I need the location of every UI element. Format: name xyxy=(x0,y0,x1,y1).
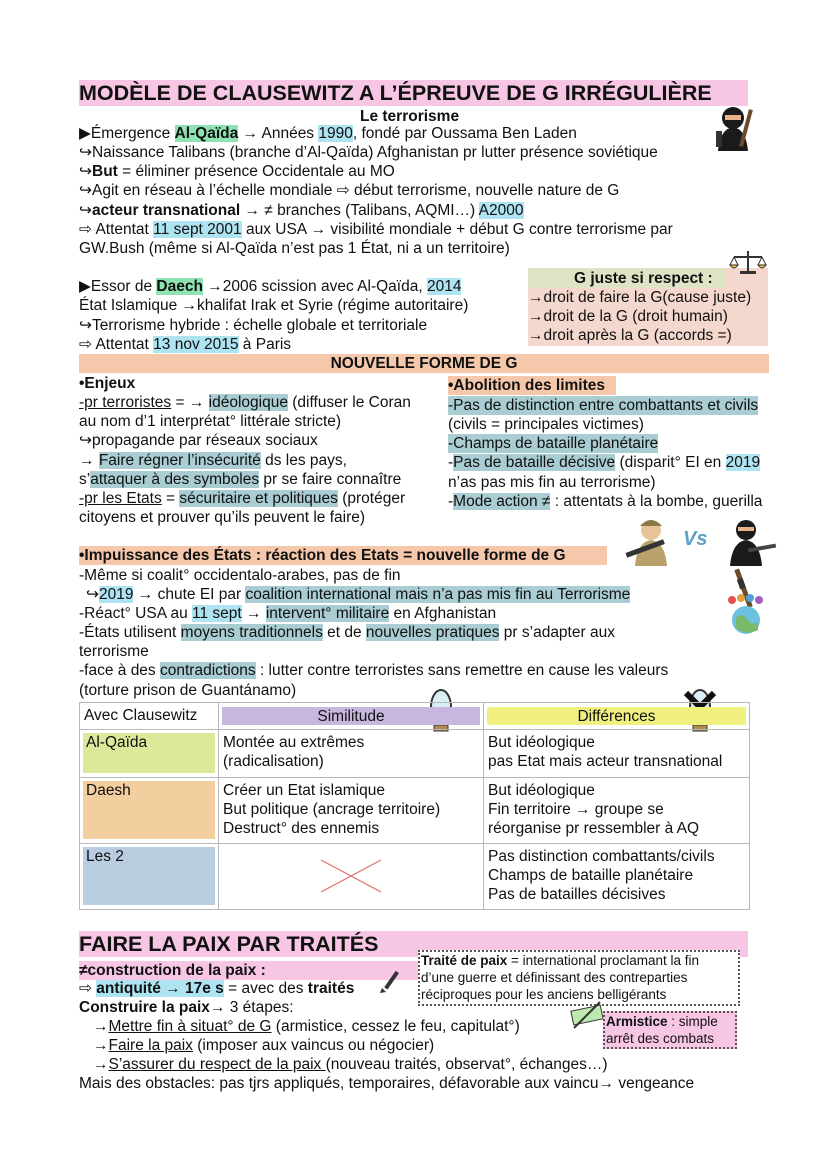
cell-daesh-sim: Créer un Etat islamique But politique (ancrage territoire) Destruct° des ennemis xyxy=(219,778,484,844)
terrorisme-line-5: ↪acteur transnational → ≠ branches (Talibans, AQMI…) A2000 xyxy=(79,202,524,219)
impuissance-line-2: ↪2019 → chute EI par coalition international mais n’a pas mis fin au Terrorisme xyxy=(86,586,631,603)
g-juste-box xyxy=(528,268,768,346)
armistice-line-2: arrêt des combats xyxy=(606,1031,715,1046)
traite-line-2: d’une guerre et définissant des contreparties xyxy=(421,970,688,985)
impuissance-line-7: (torture prison de Guantánamo) xyxy=(79,682,297,699)
daech-highlight: Daech xyxy=(156,278,203,295)
paix-obstacles: Mais des obstacles: pas tjrs appliqués, temporaires, défavorable aux vaincu→ vengeance xyxy=(79,1075,695,1092)
impuissance-line-5: terrorisme xyxy=(79,643,149,660)
traite-definition-box xyxy=(418,950,740,1006)
g-juste-item-2: →droit de la G (droit humain) xyxy=(528,308,728,325)
cell-alqaida-sim: Montée au extrêmes (radicalisation) xyxy=(219,730,484,778)
cell-daesh xyxy=(80,778,219,844)
nouvelle-heading: NOUVELLE FORME DE G xyxy=(79,354,769,373)
comparison-table xyxy=(79,702,750,910)
enjeux-line-2: au nom d’1 interprétat° littérale stricte) xyxy=(79,413,342,430)
daech-line-1: ▶Essor de Daech →2006 scission avec Al-Qaïda, 2014 xyxy=(79,278,462,295)
cell-les2-diff: Pas distinction combattants/civils Champs de bataille planétaire Pas de batailles décisives xyxy=(484,844,750,910)
main-title-text: MODÈLE DE CLAUSEWITZ A L’ÉPREUVE DE G IRRÉGULIÈRE xyxy=(79,81,712,105)
cell-daesh-diff: But idéologique Fin territoire → groupe se réorganise pr ressembler à AQ xyxy=(484,778,750,844)
table-row-les2 xyxy=(80,844,750,910)
enjeux-heading: •Enjeux xyxy=(79,375,136,392)
enjeux-line-1: -pr terroristes = → idéologique (diffuser le Coran xyxy=(79,394,411,411)
scales-icon xyxy=(728,249,768,275)
abolition-line-1: -Pas de distinction entre combattants et civils xyxy=(448,397,759,414)
abolition-line-3: -Champs de bataille planétaire xyxy=(448,435,659,452)
paix-title-text: FAIRE LA PAIX PAR TRAITÉS xyxy=(79,932,379,956)
abolition-line-6: -Mode action ≠ : attentats à la bombe, guerilla xyxy=(448,493,763,510)
abolition-heading: •Abolition des limites xyxy=(448,376,616,395)
table-row-alqaida xyxy=(80,730,750,778)
cell-les2 xyxy=(80,844,219,910)
header-differences: Différences xyxy=(487,707,746,725)
terrorisme-line-2: ↪Naissance Talibans (branche d’Al-Qaïda) Afghanistan pr lutter présence soviétique xyxy=(79,144,658,161)
cell-alqaida-diff: But idéologique pas Etat mais acteur transnational xyxy=(484,730,750,778)
traite-line-3: réciproques pour les anciens belligérants xyxy=(421,987,667,1002)
armistice-line-1: Armistice : simple xyxy=(606,1014,718,1029)
empty-cross-icon xyxy=(319,858,383,894)
impuissance-line-1: -Même si coalit° occidentalo-arabes, pas de fin xyxy=(79,567,401,584)
row-label-alqaida: Al-Qaïda xyxy=(83,733,215,773)
row-label-daesh: Daesh xyxy=(83,781,215,839)
alqaida-highlight: Al-Qaïda xyxy=(174,125,239,142)
enjeux-line-5: s’attaquer à des symboles pr se faire connaître xyxy=(79,471,402,488)
globe-people-icon xyxy=(722,590,770,636)
terrorist-icon-2 xyxy=(718,512,778,568)
cell-les2-sim xyxy=(219,844,484,910)
daech-line-2: État Islamique →khalifat Irak et Syrie (régime autoritaire) xyxy=(79,297,469,314)
paix-line-1: ≠construction de la paix : xyxy=(79,961,419,980)
terrorisme-line-4: ↪Agit en réseau à l’échelle mondiale ⇨ début terrorisme, nouvelle nature de G xyxy=(79,182,620,199)
impuissance-heading: •Impuissance des États : réaction des Etats = nouvelle forme de G xyxy=(79,546,607,565)
paix-line-3: Construire la paix→ 3 étapes: xyxy=(79,999,294,1016)
armistice-box xyxy=(603,1011,737,1049)
traite-line-1: Traité de paix = international proclamant la fin xyxy=(421,953,700,968)
g-juste-title: G juste si respect : xyxy=(574,270,713,287)
impuissance-line-4: -États utilisent moyens traditionnels et de nouvelles pratiques pr s’adapter aux xyxy=(79,624,615,641)
terrorisme-line-1: ▶Émergence Al-Qaïda → Années 1990, fondé par Oussama Ben Laden xyxy=(79,125,577,142)
daech-line-3: ↪Terrorisme hybride : échelle globale et territoriale xyxy=(79,317,428,334)
enjeux-line-4: → Faire régner l’insécurité ds les pays, xyxy=(79,452,347,469)
g-juste-item-1: →droit de faire la G(cause juste) xyxy=(528,289,752,306)
daech-line-4: ⇨ Attentat 13 nov 2015 à Paris xyxy=(79,336,292,353)
armistice-flag-icon xyxy=(570,1000,606,1030)
paix-step-2: →Faire la paix (imposer aux vaincus ou négocier) xyxy=(93,1037,435,1054)
header-similitude-cell xyxy=(219,703,484,730)
paix-step-3: →S’assurer du respect de la paix (nouveau traités, observat°, échanges…) xyxy=(93,1056,608,1073)
row-label-les2: Les 2 xyxy=(83,847,215,905)
terrorisme-line-3: ↪But = éliminer présence Occidentale au MO xyxy=(79,163,395,180)
terrorisme-heading: Le terrorisme xyxy=(360,108,460,125)
header-avec-clausewitz: Avec Clausewitz xyxy=(80,703,219,730)
paix-line-2: ⇨ antiquité → 17e s = avec des traités xyxy=(79,980,355,997)
paix-step-1: →Mettre fin à situat° de G (armistice, cessez le feu, capitulat°) xyxy=(93,1018,520,1035)
g-juste-item-3: →droit après la G (accords =) xyxy=(528,327,732,344)
enjeux-line-3: ↪propagande par réseaux sociaux xyxy=(79,432,318,449)
impuissance-line-6: -face à des contradictions : lutter contre terroristes sans remettre en cause les valeurs xyxy=(79,662,669,679)
abolition-line-4: -Pas de bataille décisive (disparit° EI en 2019 xyxy=(448,454,761,471)
year-1990: 1990 xyxy=(318,125,353,142)
header-similitude: Similitude xyxy=(222,707,480,725)
terrorisme-line-7: GW.Bush (même si Al-Qaïda n’est pas 1 État, ni a un territoire) xyxy=(79,240,510,257)
table-header-row xyxy=(80,703,750,730)
terrorisme-line-6: ⇨ Attentat 11 sept 2001 aux USA → visibilité mondiale + début G contre terrorisme par xyxy=(79,221,673,238)
vs-text: Vs xyxy=(683,528,708,550)
abolition-line-5: n’as pas mis fin au terrorisme) xyxy=(448,474,656,491)
table-row-daesh xyxy=(80,778,750,844)
header-differences-cell xyxy=(484,703,750,730)
soldier-icon xyxy=(621,512,681,568)
main-title xyxy=(79,80,748,106)
treaty-pen-icon xyxy=(378,968,404,994)
enjeux-line-7: citoyens et prouver qu’ils peuvent le faire) xyxy=(79,509,366,526)
impuissance-line-3: -Réact° USA au 11 sept → intervent° militaire en Afghanistan xyxy=(79,605,497,622)
cell-alqaida xyxy=(80,730,219,778)
terrorist-icon xyxy=(710,101,756,153)
enjeux-line-6: -pr les Etats = sécuritaire et politiques (protéger xyxy=(79,490,406,507)
abolition-line-2: (civils = principales victimes) xyxy=(448,416,644,433)
